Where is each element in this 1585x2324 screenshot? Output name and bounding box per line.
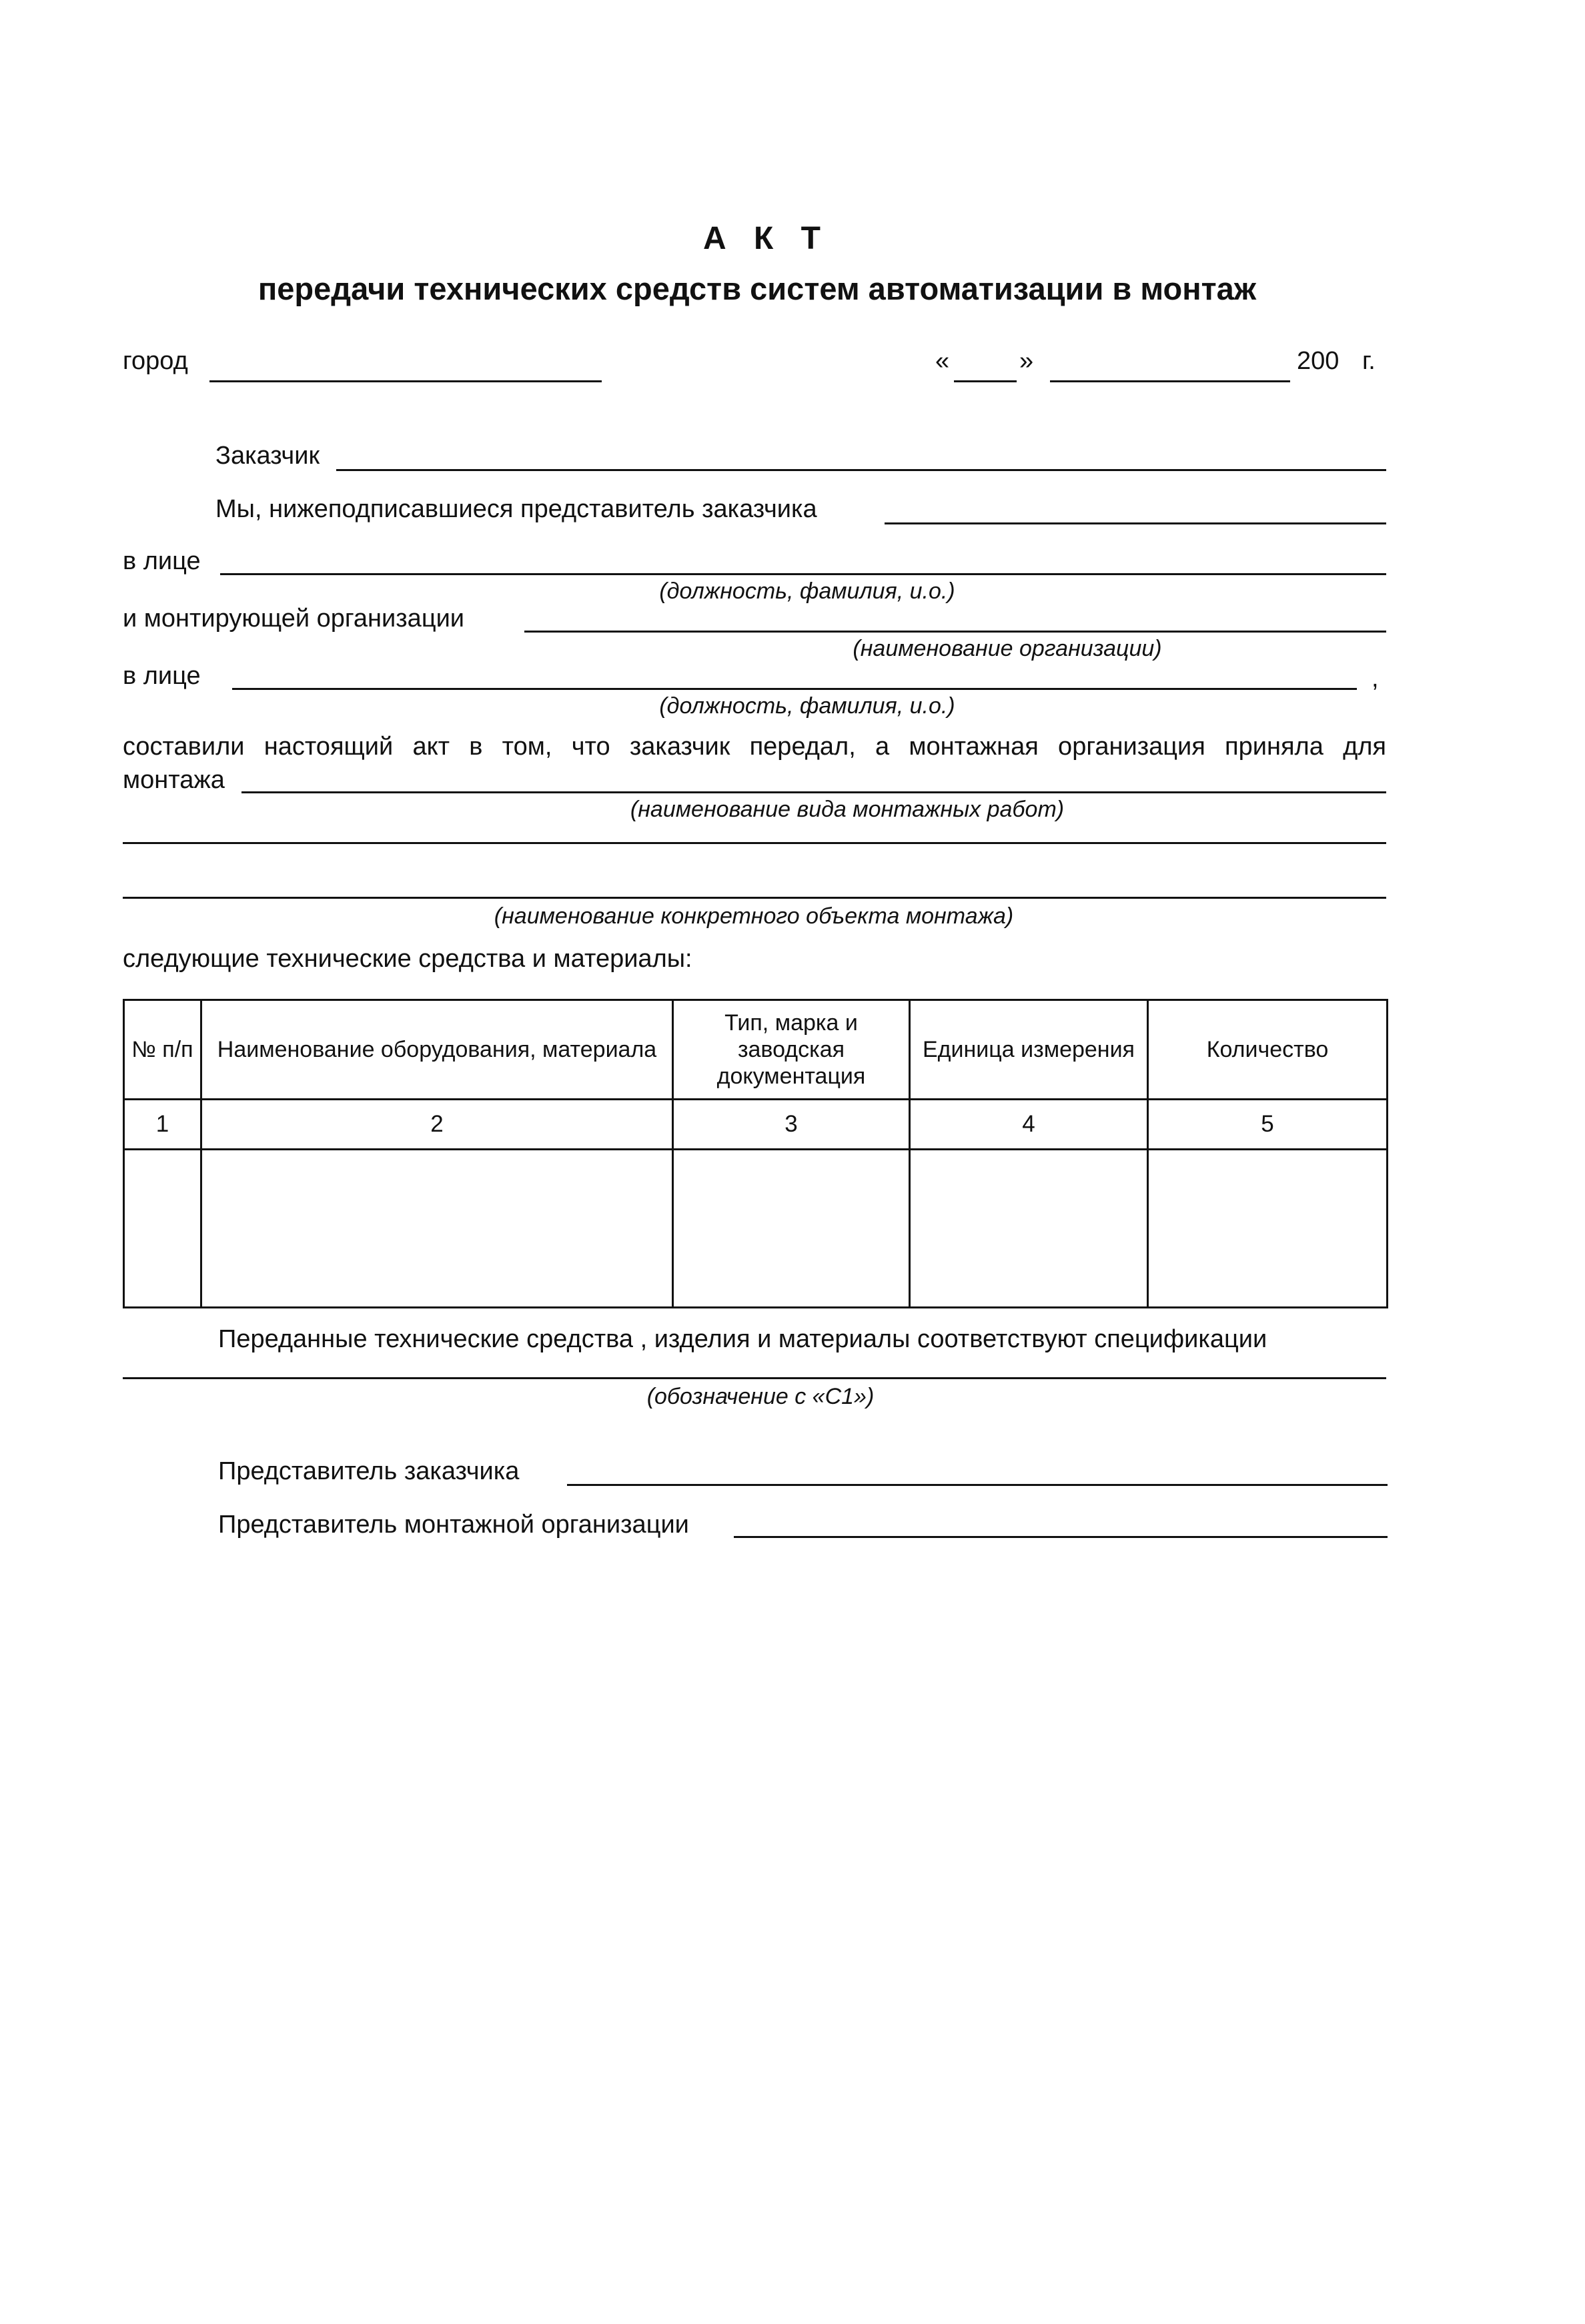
table-row [124,1150,1388,1308]
person1-field[interactable] [220,573,1386,575]
following-text: следующие технические средства и материалы: [123,945,692,973]
object-field[interactable] [123,897,1386,899]
org-field[interactable] [524,631,1386,633]
year-label: 200 [1297,347,1340,375]
person1-hint: (должность, фамилия, и.о.) [659,578,955,604]
column-number: 4 [910,1100,1148,1150]
work-type-field-2[interactable] [123,842,1386,844]
day-field[interactable] [954,380,1017,382]
header-name: Наименование оборудования, материала [201,1000,673,1100]
column-number: 1 [124,1100,201,1150]
object-hint: (наименование конкретного объекта монтажа) [494,903,1014,929]
table-cell[interactable] [910,1150,1148,1308]
spec-field[interactable] [123,1377,1386,1379]
header-type: Тип, марка и заводская документация [673,1000,910,1100]
quote-open: « [935,347,950,375]
year-suffix: г. [1362,347,1376,375]
equipment-table [123,999,1388,1308]
table-header-row [124,1000,1388,1100]
we-label: Мы, нижеподписавшиеся представитель заказчика [215,495,817,523]
person2-label: в лице [123,662,201,690]
column-number: 2 [201,1100,673,1150]
rep-org-label: Представитель монтажной организации [218,1511,689,1539]
header-number: № п/п [124,1000,201,1100]
work-type-hint: (наименование вида монтажных работ) [630,797,1065,822]
compose-text: составили настоящий акт в том, что заказчик передал, а монтажная организация приняла для [123,733,1386,761]
org-label: и монтирующей организации [123,605,465,633]
person2-comma: , [1372,665,1379,693]
spec-hint: (обозначение с «С1») [646,1384,875,1409]
column-number: 3 [673,1100,910,1150]
document-title: А К Т [703,221,830,256]
customer-label: Заказчик [215,442,320,470]
header-quantity: Количество [1148,1000,1388,1100]
rep-customer-label: Представитель заказчика [218,1457,520,1485]
table-cell[interactable] [201,1150,673,1308]
work-type-field[interactable] [241,791,1386,793]
rep-org-field[interactable] [734,1536,1388,1538]
table-number-row [124,1100,1388,1150]
customer-field[interactable] [336,469,1386,471]
table-cell[interactable] [124,1150,201,1308]
city-label: город [123,347,188,375]
column-number: 5 [1148,1100,1388,1150]
month-field[interactable] [1050,380,1290,382]
org-hint: (наименование организации) [853,636,1162,661]
rep-customer-field[interactable] [567,1484,1388,1486]
city-field[interactable] [209,380,602,382]
person1-label: в лице [123,547,201,575]
customer-rep-field[interactable] [885,522,1386,524]
table-cell[interactable] [673,1150,910,1308]
montage-label: монтажа [123,766,225,794]
quote-close: » [1019,347,1034,375]
conformity-text: Переданные технические средства , изделия и материалы соответствуют спецификации [218,1325,1267,1353]
header-unit: Единица измерения [910,1000,1148,1100]
person2-field[interactable] [232,688,1357,690]
table-cell[interactable] [1148,1150,1388,1308]
document-subtitle: передачи технических средств систем автоматизации в монтаж [257,271,1257,306]
person2-hint: (должность, фамилия, и.о.) [659,693,955,719]
